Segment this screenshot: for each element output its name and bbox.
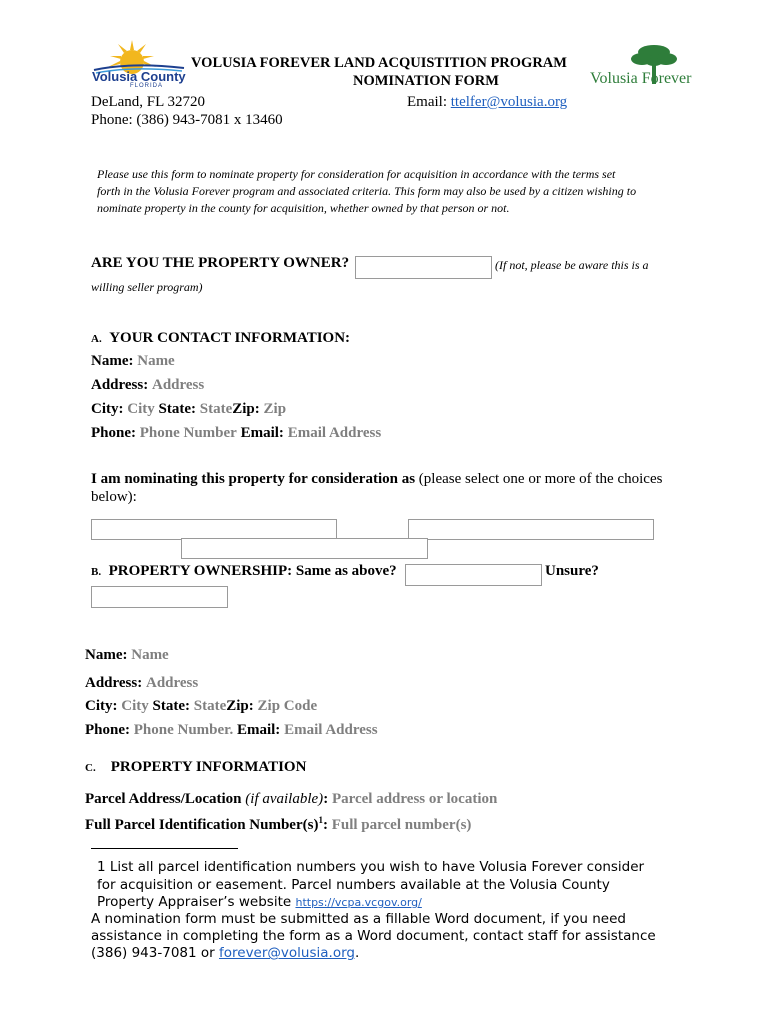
- period: .: [354, 945, 360, 961]
- phone-label: Phone:: [91, 425, 136, 441]
- owner-phone-row: [85, 722, 378, 739]
- footnote-separator: [91, 848, 238, 849]
- section-a-title: YOUR CONTACT INFORMATION:: [109, 330, 351, 346]
- section-c-heading: [85, 759, 306, 776]
- contact-address-row: [91, 377, 204, 394]
- owner-question-label: ARE YOU THE PROPERTY OWNER?: [91, 255, 350, 271]
- contact-name-row: [91, 353, 175, 370]
- parcel-id-colon: :: [322, 817, 328, 833]
- form-title-line2: NOMINATION FORM: [353, 73, 499, 89]
- city-field[interactable]: City: [127, 401, 155, 417]
- unsure-field[interactable]: [91, 586, 228, 608]
- owner-city-field[interactable]: City: [121, 698, 149, 714]
- owner-email-label: Email:: [236, 722, 281, 738]
- property-appraiser-link[interactable]: https://vcpa.vcgov.org/: [295, 896, 422, 909]
- email-field[interactable]: Email Address: [287, 425, 382, 441]
- section-a-heading: [91, 330, 350, 347]
- footnote-line-1: 1 List all parcel identification numbers you wish to have Volusia Forever consider: [97, 859, 645, 875]
- parcel-id-field[interactable]: Full parcel number(s): [331, 817, 472, 833]
- parcel-colon: :: [323, 791, 329, 807]
- section-a-letter: A.: [91, 333, 102, 345]
- parcel-id-row: [85, 815, 471, 834]
- word-note-line-1: A nomination form must be submitted as a fillable Word document, if you need: [91, 911, 626, 927]
- volusia-forever-logo: [588, 42, 720, 92]
- contact-phone-row: [91, 425, 381, 442]
- parcel-address-field[interactable]: Parcel address or location: [331, 791, 498, 807]
- phone-field[interactable]: Phone Number: [139, 425, 237, 441]
- owner-name-field[interactable]: Name: [131, 647, 169, 663]
- section-b-title: PROPERTY OWNERSHIP: Same as above?: [108, 563, 397, 579]
- state-field[interactable]: State: [199, 401, 233, 417]
- nomination-choice-2[interactable]: [408, 519, 654, 540]
- parcel-address-row: [85, 791, 497, 808]
- word-note-line-2: assistance in completing the form as a Word document, contact staff for assistance: [91, 928, 656, 944]
- owner-state-label: State:: [152, 698, 190, 714]
- owner-zip-label: Zip:: [226, 698, 254, 714]
- nominating-line-2: below):: [91, 489, 137, 505]
- contact-city-row: [91, 401, 286, 418]
- footnote-line-3: [97, 894, 422, 910]
- owner-email-field[interactable]: Email Address: [284, 722, 378, 738]
- zip-field[interactable]: Zip: [263, 401, 287, 417]
- nominating-rest: (please select one or more of the choices: [415, 471, 663, 487]
- owner-note-line-1: (If not, please be aware this is a: [495, 258, 649, 272]
- address-field[interactable]: Address: [151, 377, 205, 393]
- email-line: [407, 94, 567, 111]
- owner-phone-label: Phone:: [85, 722, 130, 738]
- name-field[interactable]: Name: [137, 353, 175, 369]
- footnote-line-3-text: Property Appraiser’s website: [97, 894, 292, 910]
- nomination-choice-3[interactable]: [181, 538, 428, 559]
- section-b-letter: B.: [91, 566, 102, 578]
- owner-city-label: City:: [85, 698, 118, 714]
- owner-answer-field[interactable]: [355, 256, 492, 279]
- forever-logo-text: Volusia Forever: [590, 70, 692, 87]
- form-title-line1: VOLUSIA FOREVER LAND ACQUISTITION PROGRAM: [191, 55, 567, 71]
- unsure-label: Unsure?: [545, 563, 599, 579]
- city-label: City:: [91, 401, 124, 417]
- section-b-heading: [91, 563, 397, 580]
- nomination-choice-1[interactable]: [91, 519, 337, 540]
- parcel-address-note: (if available): [245, 791, 324, 807]
- owner-address-label: Address:: [85, 675, 143, 691]
- forever-email-link[interactable]: forever@volusia.org: [219, 945, 355, 961]
- footnote-ref[interactable]: 1: [318, 815, 323, 825]
- owner-name-label: Name:: [85, 647, 128, 663]
- nominating-bold: I am nominating this property for consideration as: [91, 471, 416, 487]
- contact-phone-text: (386) 943-7081 or: [91, 945, 215, 961]
- intro-line-1: Please use this form to nominate property for consideration for acquisition in accordance with the terms set: [97, 167, 616, 181]
- address-label: Address:: [91, 377, 149, 393]
- owner-zip-field[interactable]: Zip Code: [257, 698, 318, 714]
- owner-address-field[interactable]: Address: [145, 675, 199, 691]
- owner-name-row: [85, 647, 169, 664]
- name-label: Name:: [91, 353, 134, 369]
- same-as-above-field[interactable]: [405, 564, 542, 586]
- email-label: Email:: [407, 94, 447, 110]
- owner-address-row: [85, 675, 198, 692]
- owner-note-line-2: willing seller program): [91, 280, 203, 294]
- address-text: DeLand, FL 32720: [91, 94, 206, 110]
- volusia-county-logo: [90, 36, 186, 92]
- nominating-line-1: [91, 471, 662, 488]
- section-c-letter: C.: [85, 762, 96, 774]
- section-c-title: PROPERTY INFORMATION: [110, 759, 307, 775]
- zip-label: Zip:: [232, 401, 260, 417]
- field-divider: [337, 538, 408, 539]
- owner-state-field[interactable]: State: [193, 698, 227, 714]
- footnote-line-2: for acquisition or easement. Parcel numbers available at the Volusia County: [97, 877, 610, 893]
- phone-text: Phone: (386) 943-7081 x 13460: [91, 112, 283, 128]
- owner-phone-field[interactable]: Phone Number.: [133, 722, 234, 738]
- county-logo-text: Volusia County: [92, 69, 186, 84]
- parcel-address-label: Parcel Address/Location: [85, 791, 242, 807]
- intro-line-3: nominate property in the county for acquisition, whether owned by that person or not.: [97, 201, 510, 215]
- parcel-id-label: Full Parcel Identification Number(s): [85, 817, 319, 833]
- state-label: State:: [158, 401, 196, 417]
- email-field-label: Email:: [240, 425, 284, 441]
- county-logo-subtext: FLORIDA: [130, 83, 164, 89]
- email-link[interactable]: ttelfer@volusia.org: [450, 94, 568, 110]
- owner-city-row: [85, 698, 317, 715]
- word-note-line-3: [91, 945, 359, 961]
- intro-line-2: forth in the Volusia Forever program and associated criteria. This form may also be used by a citizen wishing to: [97, 184, 637, 198]
